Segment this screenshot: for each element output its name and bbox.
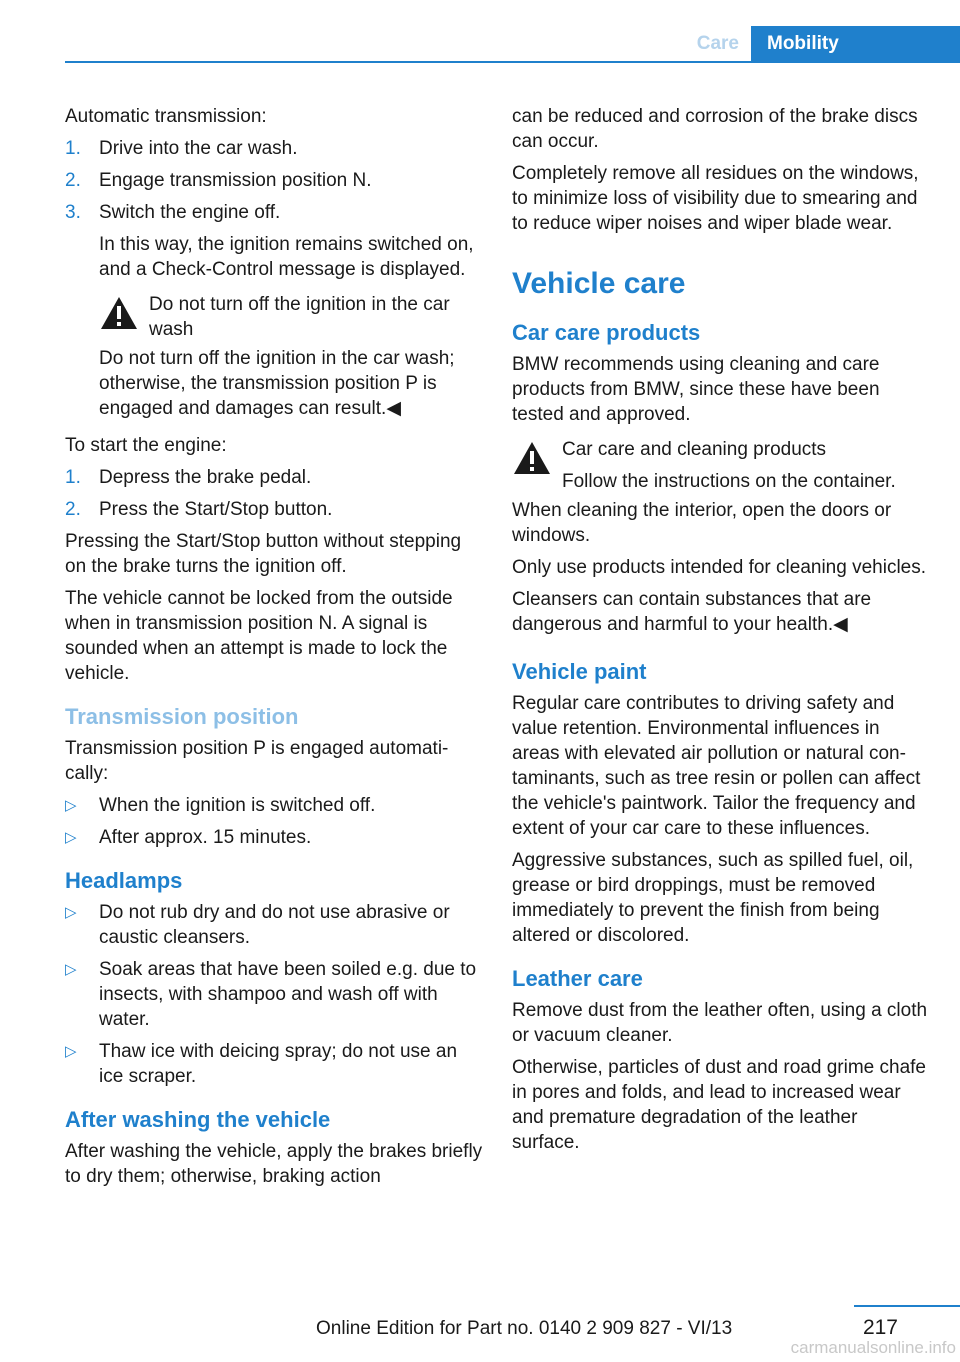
step-text: Engage transmission position N.: [99, 170, 372, 191]
list-item: [65, 465, 483, 490]
warning-triangle-icon: [99, 295, 139, 331]
auto-trans-label: Automatic transmission:: [65, 106, 267, 127]
warning-box: [512, 437, 930, 494]
list-item: [65, 1039, 483, 1089]
step-number: 2.: [65, 499, 81, 520]
bullet-text: When the ignition is switched off.: [99, 795, 376, 816]
car-care-products-heading: Car care products: [512, 320, 701, 345]
para-locked: The vehicle cannot be locked from the outside when in transmission position N. A signal is sounded when an attempt is made to lock the vehicle.: [65, 588, 453, 684]
header-tabs: [697, 26, 960, 62]
leather-para-2: Otherwise, particles of dust and road grime chafe in pores and folds, and lead to increased wear and premature degradation of the leather surface.: [512, 1057, 926, 1153]
page-number: 217: [862, 1316, 898, 1339]
step-text: Drive into the car wash.: [99, 138, 298, 159]
step-text: Switch the engine off.: [99, 202, 281, 223]
triangle-bullet-icon: ▷: [65, 829, 77, 846]
triangle-bullet-icon: ▷: [65, 904, 77, 921]
para-startstop: Pressing the Start/Stop button without stepping on the brake turns the ignition off.: [65, 531, 462, 577]
triangle-bullet-icon: ▷: [65, 1043, 77, 1060]
list-item: [65, 793, 483, 818]
after-para: After washing the vehicle, apply the brakes briefly to dry them; otherwise, braking action: [65, 1141, 483, 1187]
interior-para: When cleaning the interior, open the doors or windows.: [512, 500, 892, 546]
step-number: 2.: [65, 170, 81, 191]
bullet-text: After approx. 15 minutes.: [99, 827, 312, 848]
watermark: carmanualsonline.info: [790, 1338, 956, 1357]
edition-text: Online Edition for Part no. 0140 2 909 827 - VI/13: [316, 1318, 733, 1339]
leather-care-heading: Leather care: [512, 966, 643, 991]
tab-care[interactable]: Care: [696, 33, 739, 54]
step-number: 1.: [65, 138, 81, 159]
vehicle-care-heading: Vehicle care: [512, 267, 686, 300]
bullet-text: Do not rub dry and do not use abrasive or caustic cleansers.: [99, 902, 450, 948]
after-washing-heading: After washing the vehicle: [65, 1107, 331, 1132]
triangle-bullet-icon: ▷: [65, 797, 77, 814]
warning-title: Car care and cleaning products: [562, 439, 827, 460]
step-number: 3.: [65, 202, 81, 223]
trans-bullets: [65, 793, 483, 850]
footer-rule: [854, 1305, 960, 1307]
list-item: [65, 200, 483, 421]
list-item: [65, 957, 483, 1032]
warning-body: Do not turn off the ignition in the car wash; otherwise, the transmission position P is engaged and damages can result.◀: [99, 348, 455, 419]
headlamps-heading: Headlamps: [65, 868, 183, 893]
step-text: Press the Start/Stop button.: [99, 499, 333, 520]
tab-mobility[interactable]: Mobility: [751, 26, 960, 62]
trans-intro: Transmission position P is engaged automatically:: [65, 738, 449, 784]
cleansers-para: Cleansers can contain substances that are dangerous and harmful to your health.◀: [512, 589, 872, 635]
headlamps-bullets: [65, 900, 483, 1089]
step-number: 1.: [65, 467, 81, 488]
products-para: BMW recommends using cleaning and care products from BMW, since these have been tested and approved.: [512, 354, 880, 425]
start-steps: [65, 465, 483, 522]
paint-para: Regular care contributes to driving safety and value retention. Environmental influences in areas with elevated air pollution or natural contaminants, such as tree resin or pollen can affect the vehicle's paintwork. Tailor the frequency and extent of your car care to these influences.: [512, 693, 921, 839]
bullet-text: Soak areas that have been soiled e.g. due to insects, with shampoo and wash off with water.: [99, 959, 477, 1030]
triangle-bullet-icon: ▷: [65, 961, 77, 978]
header-rule: [65, 61, 960, 63]
only-para: Only use products intended for cleaning vehicles.: [512, 557, 927, 578]
warning-body: Follow the instructions on the container.: [562, 471, 896, 492]
auto-trans-steps: [65, 136, 483, 421]
start-label: To start the engine:: [65, 435, 227, 456]
warning-triangle-icon: [512, 440, 552, 476]
step-text: Depress the brake pedal.: [99, 467, 312, 488]
leather-para-1: Remove dust from the leather often, using a cloth or vacuum cleaner.: [512, 1000, 928, 1046]
list-item: [65, 497, 483, 522]
list-item: [65, 136, 483, 161]
vehicle-paint-heading: Vehicle paint: [512, 659, 647, 684]
left-column: [65, 104, 483, 1196]
right-column: [512, 104, 930, 1162]
residues-para: Completely remove all residues on the windows, to minimize loss of visibility due to smearing and to reduce wiper noises and wiper blade wear.: [512, 163, 919, 234]
list-item: [65, 900, 483, 950]
warning-box: [99, 292, 483, 342]
step3-detail: In this way, the ignition remains switched on, and a Check-Control message is displayed.: [99, 234, 474, 280]
warning-title: Do not turn off the ignition in the car wash: [149, 294, 450, 340]
list-item: [65, 168, 483, 193]
bullet-text: Thaw ice with deicing spray; do not use an ice scraper.: [99, 1041, 458, 1087]
aggressive-para: Aggressive substances, such as spilled fuel, oil, grease or bird droppings, must be removed immediately to prevent the finish from being altered or discolored.: [512, 850, 914, 946]
list-item: [65, 825, 483, 850]
cont-para: can be reduced and corrosion of the brake discs can occur.: [512, 106, 918, 152]
transmission-position-heading: Transmission position: [65, 704, 299, 729]
